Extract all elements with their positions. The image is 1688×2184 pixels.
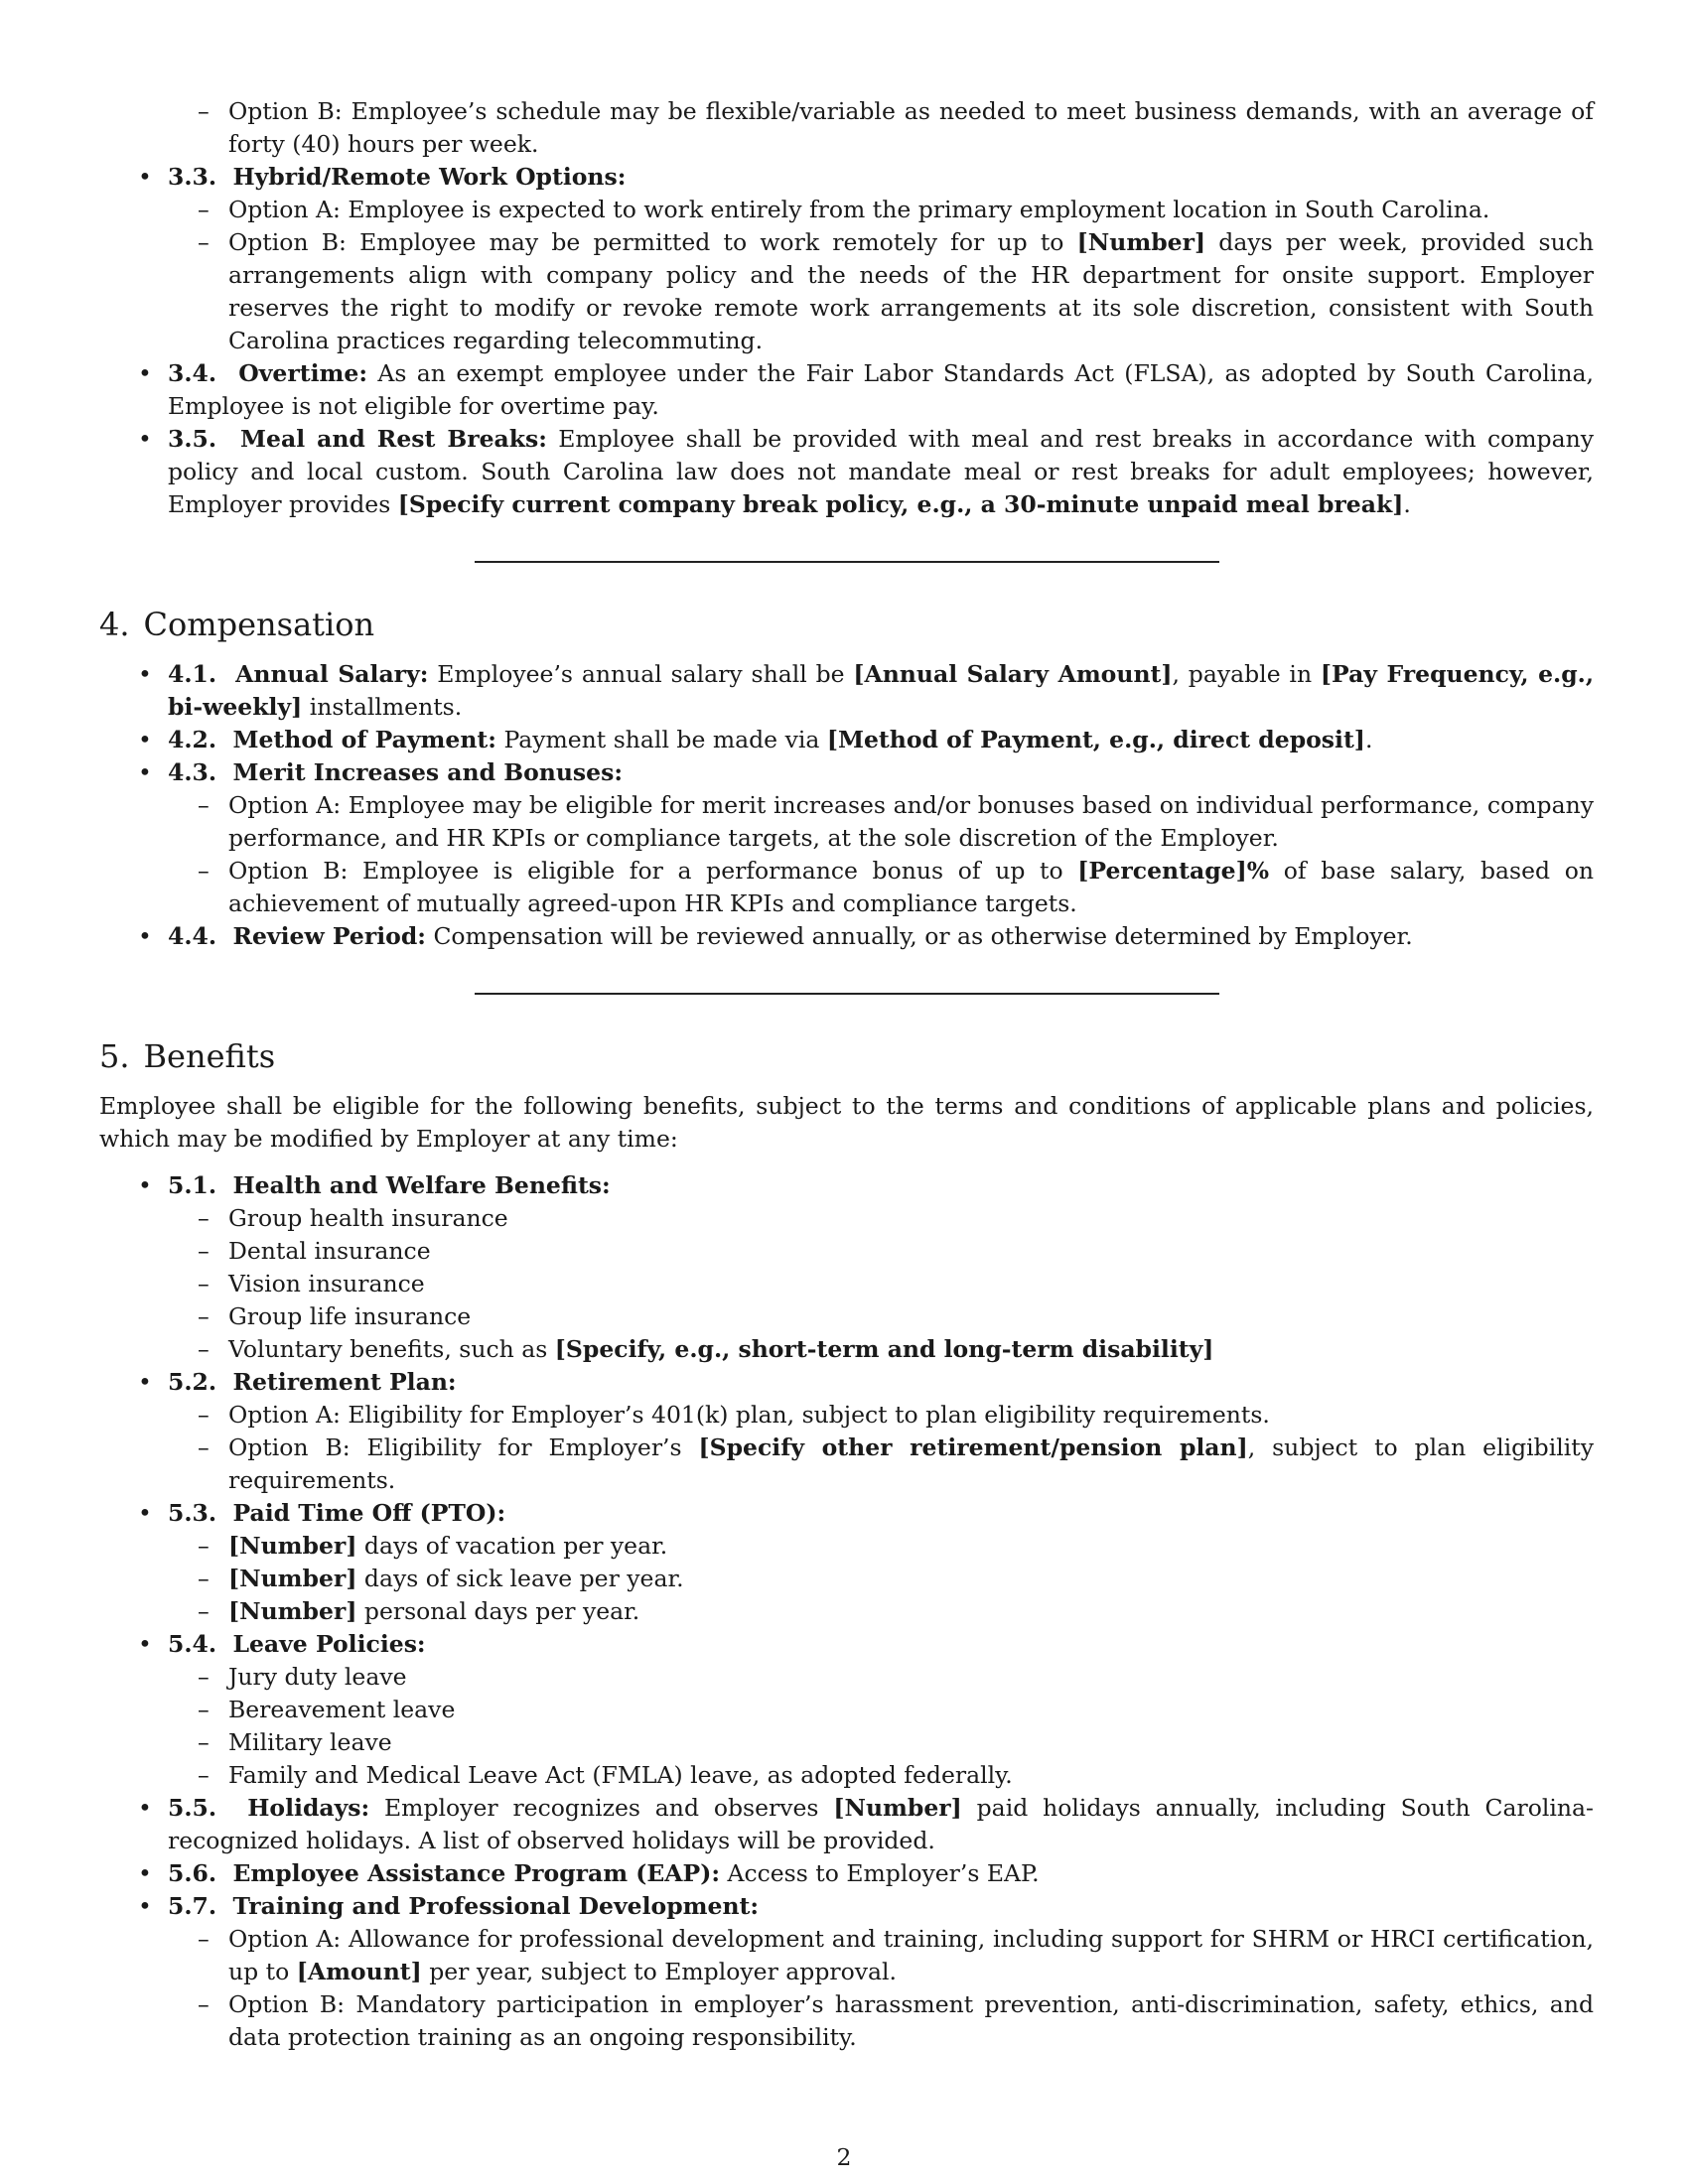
list-item: – Jury duty leave [168,1661,1594,1694]
placeholder-field: [Pay Frequency, e.g., bi-weekly] [168,660,1594,721]
clause-4-1-heading: 4.1. Annual Salary: [168,660,429,688]
clause-3-5-heading: 3.5. Meal and Rest Breaks: [168,425,547,453]
section-divider [475,993,1219,995]
clause-5-3 [99,1497,1594,1628]
training-option-b: – Option B: Mandatory participation in employer’s harassment prevention, anti-discrimination, safety, ethics, and data protection training as an ongoing responsibility. [168,1988,1594,2054]
document-page [99,95,1594,2054]
clause-4-2-heading: 4.2. Method of Payment: [168,726,496,753]
placeholder-field: [Amount] [296,1958,422,1985]
list-item: – Dental insurance [168,1235,1594,1268]
section-5-intro: Employee shall be eligible for the following benefits, subject to the terms and conditions of applicable plans and policies, which may be modified by Employer at any time: [99,1092,1594,1153]
section-5-heading: 5. Benefits [99,1037,276,1075]
clause-5-4 [99,1628,1594,1792]
clause-5-5: • 5.5. Holidays: Employer recognizes and observes [Number] paid holidays annually, including South Carolina-recognized holidays. A list of observed holidays will be provided. [99,1792,1594,1857]
clause-4-3 [99,756,1594,920]
clause-5-6: • 5.6. Employee Assistance Program (EAP): Access to Employer’s EAP. [99,1857,1594,1890]
retirement-option-b: – Option B: Eligibility for Employer’s [Specify other retirement/pension plan], subject to plan eligibility requirements. [168,1432,1594,1497]
placeholder-field: [Number] [1076,228,1206,256]
list-item: – [Number] personal days per year. [168,1595,1594,1628]
hybrid-option-b: – Option B: Employee may be permitted to work remotely for up to [Number] days per week, provided such arrangements align with company policy and the needs of the HR department for onsite support. Employer reserves the right to modify or revoke remote work arrangements at its sole discretion, consistent with South Carolina practices regarding telecommuting. [168,226,1594,357]
list-item: – Vision insurance [168,1268,1594,1300]
clause-5-7 [99,1890,1594,2054]
section-5-body [99,1169,1594,2054]
hybrid-option-a: – Option A: Employee is expected to work entirely from the primary employment location in South Carolina. [168,194,1594,226]
clause-5-6-heading: 5.6. Employee Assistance Program (EAP): [168,1859,721,1887]
clause-3-3 [99,161,1594,357]
clause-4-4-heading: 4.4. Review Period: [168,922,426,950]
placeholder-field: [Specify other retirement/pension plan] [698,1433,1248,1461]
placeholder-field: [Percentage]% [1077,857,1270,885]
training-option-a: – Option A: Allowance for professional development and training, including support for SHRM or HRCI certification, up to [Amount] per year, subject to Employer approval. [168,1923,1594,1988]
hours-option-b: – Option B: Employee’s schedule may be flexible/variable as needed to meet business demands, with an average of forty (40) hours per week. [168,95,1594,161]
placeholder-field: [Number] [228,1597,357,1625]
clause-4-1: • 4.1. Annual Salary: Employee’s annual salary shall be [Annual Salary Amount], payable in [Pay Frequency, e.g., bi-weekly] installments. [99,658,1594,724]
placeholder-field: [Specify, e.g., short-term and long-term disability] [554,1335,1214,1363]
clause-3-5: • 3.5. Meal and Rest Breaks: Employee shall be provided with meal and rest breaks in accordance with company policy and local custom. South Carolina law does not mandate meal or rest breaks for adult employees; however, Employer provides [Specify current company break policy, e.g., a 30-minute unpaid meal break]. [99,423,1594,521]
clause-5-5-heading: 5.5. Holidays: [168,1794,370,1822]
list-item: – Military leave [168,1726,1594,1759]
clause-3-4: • 3.4. Overtime: As an exempt employee under the Fair Labor Standards Act (FLSA), as adopted by South Carolina, Employee is not eligible for overtime pay. [99,357,1594,423]
clause-3-4-heading: 3.4. Overtime: [168,359,367,387]
retirement-option-a: – Option A: Eligibility for Employer’s 401(k) plan, subject to plan eligibility requirements. [168,1399,1594,1432]
clause-5-1 [99,1169,1594,1366]
clause-5-2-heading: 5.2. Retirement Plan: [168,1368,457,1396]
section-4-heading: 4. Compensation [99,606,375,643]
placeholder-field: [Number] [228,1565,357,1592]
placeholder-field: [Number] [833,1794,962,1822]
placeholder-field: [Annual Salary Amount] [853,660,1173,688]
clause-5-2 [99,1366,1594,1497]
clause-3-3-heading: 3.3. Hybrid/Remote Work Options: [168,163,627,191]
clause-4-4: • 4.4. Review Period: Compensation will be reviewed annually, or as otherwise determined by Employer. [99,920,1594,953]
list-item: – Family and Medical Leave Act (FMLA) leave, as adopted federally. [168,1759,1594,1792]
section-divider [475,561,1219,563]
list-item: – Bereavement leave [168,1694,1594,1726]
section-3-continuation [99,95,1594,521]
placeholder-field: [Specify current company break policy, e.g., a 30-minute unpaid meal break] [397,490,1404,518]
clause-4-2: • 4.2. Method of Payment: Payment shall be made via [Method of Payment, e.g., direct deposit]. [99,724,1594,756]
list-item: – [Number] days of sick leave per year. [168,1563,1594,1595]
placeholder-field: [Method of Payment, e.g., direct deposit] [826,726,1365,753]
list-item: – Voluntary benefits, such as [Specify, e.g., short-term and long-term disability] [168,1333,1594,1366]
clause-5-3-heading: 5.3. Paid Time Off (PTO): [168,1499,506,1527]
section-4-body [99,658,1594,953]
merit-option-b: – Option B: Employee is eligible for a performance bonus of up to [Percentage]% of base salary, based on achievement of mutually agreed-upon HR KPIs and compliance targets. [168,855,1594,920]
list-item: – [Number] days of vacation per year. [168,1530,1594,1563]
merit-option-a: – Option A: Employee may be eligible for merit increases and/or bonuses based on individual performance, company performance, and HR KPIs or compliance targets, at the sole discretion of the Employer. [168,789,1594,855]
list-item: – Group health insurance [168,1202,1594,1235]
clause-4-3-heading: 4.3. Merit Increases and Bonuses: [168,758,624,786]
clause-5-1-heading: 5.1. Health and Welfare Benefits: [168,1171,611,1199]
list-item: – Group life insurance [168,1300,1594,1333]
clause-5-7-heading: 5.7. Training and Professional Development: [168,1892,760,1920]
page-number: 2 [836,2143,852,2171]
placeholder-field: [Number] [228,1532,357,1560]
clause-5-4-heading: 5.4. Leave Policies: [168,1630,426,1658]
